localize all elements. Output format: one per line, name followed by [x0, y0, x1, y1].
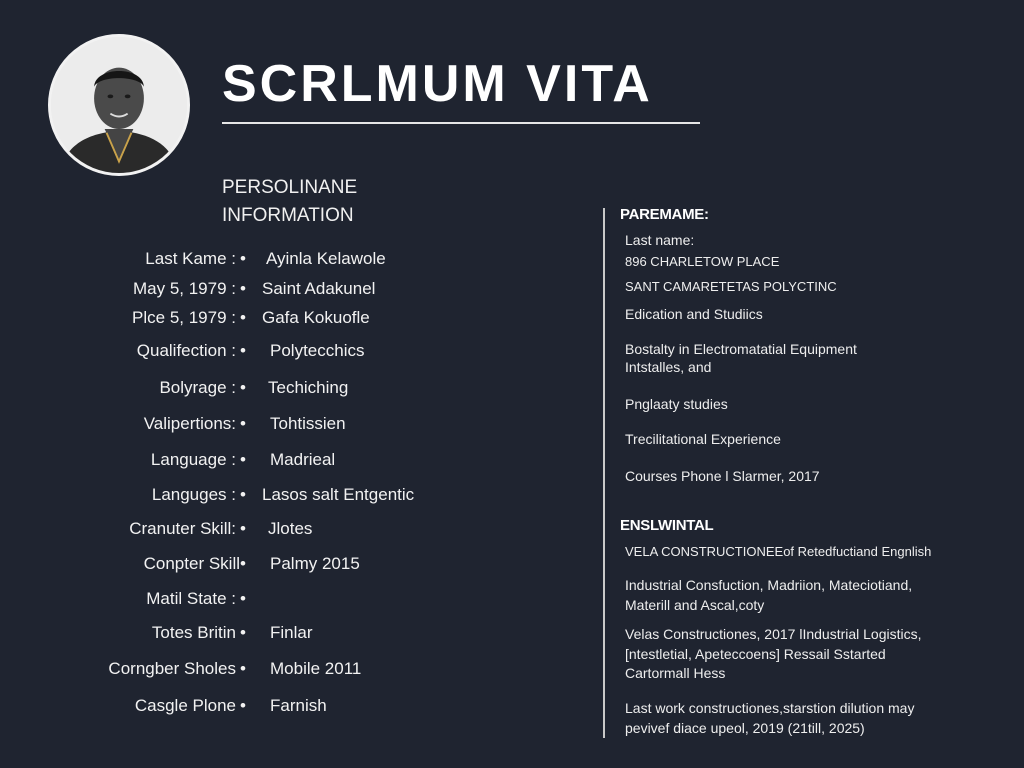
- info-label: Corngber Sholes: [108, 659, 236, 678]
- detail-line: SANT CAMARETETAS POLYCTINC: [625, 279, 837, 294]
- detail-line: Industrial Consfuction, Madriion, Mateciotiand,: [625, 577, 913, 593]
- detail-line: 896 CHARLETOW PLACE: [625, 254, 780, 269]
- info-label: Language :: [150, 450, 236, 469]
- info-label: Bolyrage :: [159, 378, 236, 397]
- avatar: [48, 34, 190, 176]
- section-heading: PAREMAME:: [620, 206, 709, 223]
- bullet-icon: •: [240, 696, 246, 715]
- info-value: Finlar: [270, 623, 313, 642]
- bullet-icon: •: [240, 450, 246, 469]
- info-value: Saint Adakunel: [262, 279, 376, 298]
- detail-line: VELA CONSTRUCTIONEEof Retedfuctiand Engnlish: [625, 544, 932, 559]
- bullet-icon: •: [240, 249, 246, 268]
- bullet-icon: •: [240, 519, 246, 538]
- bullet-icon: •: [240, 485, 246, 504]
- info-label: Last Kame :: [145, 249, 236, 268]
- info-value: Techiching: [268, 378, 349, 397]
- info-value: Ayinla Kelawole: [266, 249, 386, 268]
- personal-info-heading: [222, 174, 422, 230]
- detail-line: Bostalty in Electromatatial Equipment: [625, 341, 857, 357]
- page-title: SCRLMUM VITA: [222, 55, 653, 113]
- column-divider: [603, 208, 605, 738]
- bullet-icon: •: [240, 279, 246, 298]
- section-heading: ENSLWINTAL: [620, 517, 714, 534]
- detail-line: Courses Phone l Slarmer, 2017: [625, 468, 820, 484]
- detail-line: Pnglaaty studies: [625, 396, 728, 412]
- info-value: Mobile 2011: [270, 659, 362, 678]
- bullet-icon: •: [240, 659, 246, 678]
- bullet-icon: •: [240, 554, 246, 573]
- info-value: Palmy 2015: [270, 554, 360, 573]
- info-label: Totes Britin: [151, 623, 236, 642]
- info-label: Qualifection :: [136, 341, 236, 360]
- heading-line-2: INFORMATION: [222, 205, 354, 226]
- detail-line: pevivef diace upeol, 2019 (21till, 2025): [625, 720, 865, 736]
- bullet-icon: •: [240, 414, 246, 433]
- info-value: Gafa Kokuofle: [262, 308, 370, 327]
- bullet-icon: •: [240, 589, 246, 608]
- detail-line: Cartormall Hess: [625, 665, 726, 681]
- info-label: Conpter Skill: [143, 554, 240, 573]
- info-label: May 5, 1979 :: [132, 279, 236, 298]
- detail-line: Intstalles, and: [625, 359, 712, 375]
- info-value: Polytecchics: [270, 341, 365, 360]
- detail-line: Trecilitational Experience: [625, 431, 781, 447]
- info-label: Languges :: [151, 485, 236, 504]
- info-label: Casgle Plone: [134, 696, 236, 715]
- bullet-icon: •: [240, 341, 246, 360]
- bullet-icon: •: [240, 378, 246, 397]
- info-value: Madrieal: [270, 450, 336, 469]
- info-value: Tohtissien: [270, 414, 346, 433]
- person-portrait-icon: [51, 37, 187, 173]
- info-label: Matil State :: [146, 589, 236, 608]
- detail-line: [ntestletial, Apeteccoens] Ressail Sstarted: [625, 646, 886, 662]
- detail-line: Velas Constructiones, 2017 lIndustrial Logistics,: [625, 626, 922, 642]
- info-label: Cranuter Skill:: [129, 519, 236, 538]
- info-value: Lasos salt Entgentic: [262, 485, 415, 504]
- title-divider: [222, 122, 700, 124]
- heading-line-1: PERSOLINANE: [222, 177, 358, 198]
- info-label: Valipertions:: [143, 414, 236, 433]
- detail-line: Edication and Studiics: [625, 306, 763, 322]
- info-label: Plce 5, 1979 :: [132, 308, 236, 327]
- detail-line: Last work constructiones,starstion dilution may: [625, 700, 915, 716]
- info-value: Jlotes: [268, 519, 313, 538]
- bullet-icon: •: [240, 623, 246, 642]
- bullet-icon: •: [240, 308, 246, 327]
- detail-line: Last name:: [625, 232, 695, 248]
- detail-line: Materill and Ascal,coty: [625, 597, 765, 613]
- info-value: Farnish: [270, 696, 327, 715]
